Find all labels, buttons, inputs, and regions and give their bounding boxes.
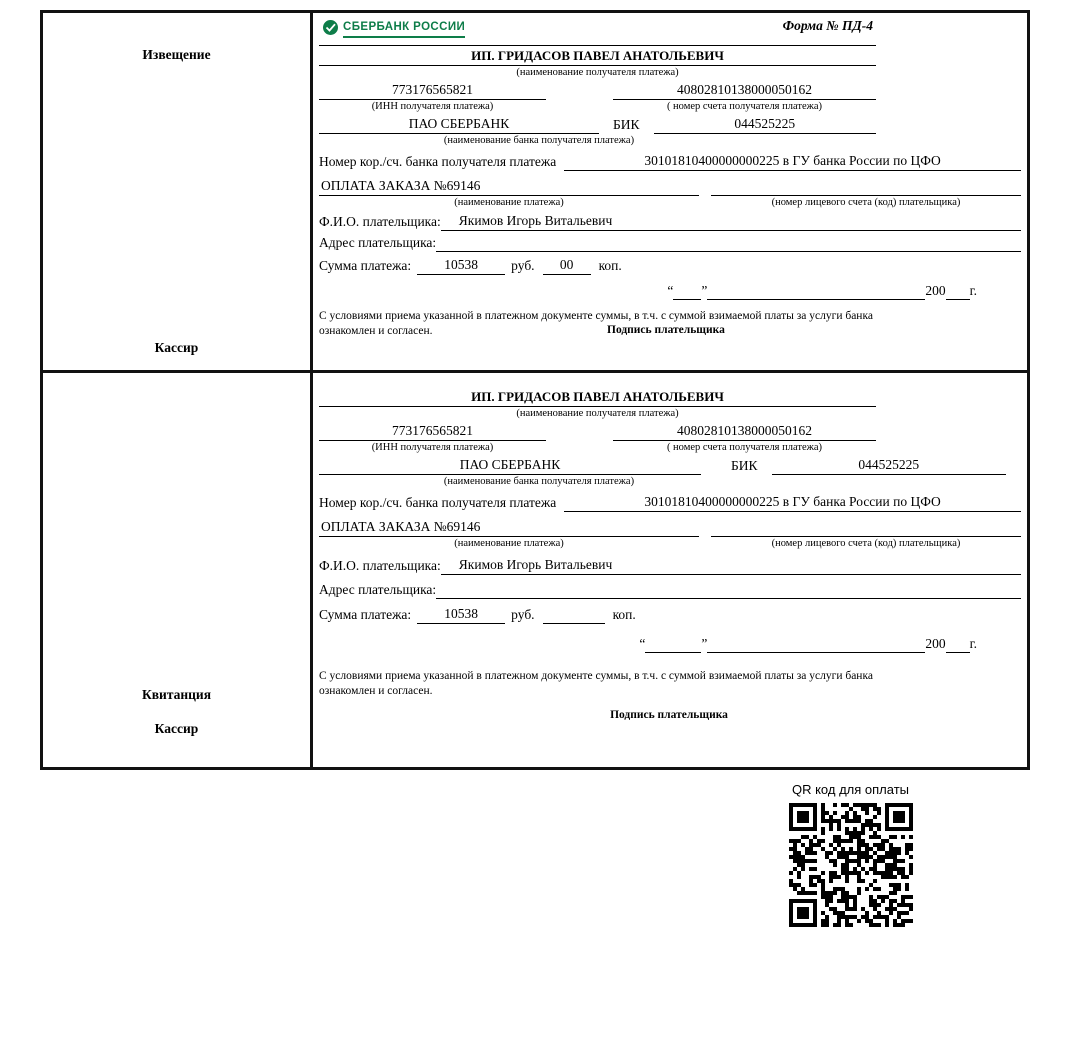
payer-name-value: Якимов Игорь Витальевич: [441, 213, 1021, 231]
account-field: [613, 423, 876, 455]
bank-name-value: ПАО СБЕРБАНК: [319, 457, 701, 475]
amount-kop-value: 00: [543, 257, 591, 275]
signature-row: [319, 706, 1019, 723]
date-line: [319, 283, 977, 300]
corr-account-label: Номер кор./сч. банка получателя платежа: [319, 153, 557, 169]
amount-label: Сумма платежа:: [319, 607, 412, 623]
payer-account-caption: (номер лицевого счета (код) плательщика): [771, 537, 961, 549]
payee-caption: (наименование получателя платежа): [516, 408, 679, 420]
corr-account-row: [319, 153, 1021, 171]
purpose-row: [319, 178, 1021, 196]
cashier-label: Кассир: [154, 721, 199, 736]
payee-inn-value: 773176565821: [319, 82, 546, 100]
kop-label: коп.: [598, 258, 622, 274]
payer-address-value: [436, 598, 1021, 599]
inn-field: [319, 82, 546, 114]
corr-account-value: 30101810400000000225 в ГУ банка России по ЦФО: [564, 494, 1021, 512]
qr-label: QR код для оплаты: [791, 782, 909, 797]
close-quote: ”: [701, 635, 708, 651]
notice-left-bottom: [43, 340, 310, 356]
payer-name-value: Якимов Игорь Витальевич: [441, 557, 1021, 575]
year-blank-field: [946, 299, 970, 300]
year-blank-field: [946, 652, 970, 653]
payee-block: [319, 387, 876, 454]
rub-label: руб.: [511, 607, 535, 623]
bank-row: [319, 116, 876, 134]
open-quote: “: [639, 635, 646, 651]
payment-form-pd4: [40, 10, 1030, 770]
sberbank-logo: [323, 18, 465, 38]
payer-address-row: [319, 235, 1021, 252]
form-number: Форма № ПД-4: [782, 18, 873, 33]
month-blank-field: [707, 299, 925, 300]
payer-account-blank-field: [711, 178, 1021, 196]
rub-label: руб.: [511, 258, 535, 274]
notice-section: [43, 13, 1027, 370]
bik-value: 044525225: [654, 116, 876, 134]
payee-name: ИП. ГРИДАСОВ ПАВЕЛ АНАТОЛЬЕВИЧ: [319, 45, 876, 66]
cashier-label: Кассир: [154, 340, 199, 355]
year-label: 200: [925, 282, 946, 298]
bank-caption: (наименование банка получателя платежа): [443, 135, 635, 147]
payer-account-blank-field: [711, 519, 1021, 537]
payment-purpose-value: ОПЛАТА ЗАКАЗА №69146: [319, 178, 699, 196]
receipt-section: [43, 370, 1027, 767]
purpose-row: [319, 519, 1021, 537]
bank-name-value: ПАО СБЕРБАНК: [319, 116, 599, 134]
notice-header: [319, 18, 1021, 45]
day-blank-field: [673, 299, 701, 300]
amount-kop-value: [543, 623, 605, 624]
notice-label: Извещение: [142, 47, 211, 62]
date-line: [319, 636, 977, 653]
inn-field: [319, 423, 546, 455]
purpose-captions: [319, 196, 1021, 210]
inn-account-row: [319, 82, 876, 114]
amount-rub-value: 10538: [417, 257, 505, 275]
purpose-captions: [319, 537, 1021, 551]
qr-block: [778, 782, 923, 932]
amount-label: Сумма платежа:: [319, 258, 412, 274]
payer-account-caption: (номер лицевого счета (код) плательщика): [771, 196, 961, 208]
notice-left-column: [43, 13, 313, 370]
payer-name-label: Ф.И.О. плательщика:: [319, 558, 441, 574]
qr-code: [789, 803, 913, 927]
year-suffix: г.: [969, 282, 977, 298]
kop-label: коп.: [612, 607, 636, 623]
payer-name-row: [319, 557, 1021, 575]
payer-name-label: Ф.И.О. плательщика:: [319, 214, 441, 230]
agreement-text: С условиями приема указанной в платежном документе суммы, в т.ч. с суммой взимаемой платы за услуги банка ознакомлен и согласен.: [319, 309, 873, 338]
year-suffix: г.: [969, 635, 977, 651]
purpose-caption: (наименование платежа): [454, 196, 564, 208]
bik-value: 044525225: [772, 457, 1006, 475]
month-blank-field: [707, 652, 925, 653]
close-quote: ”: [701, 282, 708, 298]
payee-account-value: 40802810138000050162: [613, 82, 876, 100]
corr-account-label: Номер кор./сч. банка получателя платежа: [319, 494, 557, 510]
payee-block: [319, 45, 876, 148]
agreement-block: [319, 669, 904, 700]
agreement-block: [319, 309, 904, 340]
amount-row: [319, 257, 1021, 275]
notice-body: [313, 13, 1027, 370]
sberbank-logo-text-box: [343, 18, 465, 38]
inn-caption: (ИНН получателя платежа): [371, 100, 494, 112]
day-blank-field: [645, 652, 701, 653]
inn-caption: (ИНН получателя платежа): [371, 441, 494, 453]
payer-address-label: Адрес плательщика:: [319, 582, 437, 598]
bik-label: БИК: [731, 458, 758, 474]
receipt-left-column: [43, 373, 313, 767]
amount-row: [319, 606, 1021, 624]
payee-caption: (наименование получателя платежа): [516, 67, 679, 79]
signature-label: Подпись плательщика: [610, 708, 728, 721]
agreement-text: С условиями приема указанной в платежном документе суммы, в т.ч. с суммой взимаемой платы за услуги банка ознакомлен и согласен.: [319, 669, 873, 698]
receipt-label: Квитанция: [141, 687, 212, 702]
amount-rub-value: 10538: [417, 606, 505, 624]
payee-account-value: 40802810138000050162: [613, 423, 876, 441]
purpose-caption: (наименование платежа): [454, 537, 564, 549]
inn-account-row: [319, 423, 876, 455]
bank-row: [319, 457, 1006, 475]
account-caption: ( номер счета получателя платежа): [666, 441, 823, 453]
account-field: [613, 82, 876, 114]
payer-address-row: [319, 582, 1021, 599]
signature-label: Подпись плательщика: [607, 324, 725, 337]
payer-name-row: [319, 213, 1021, 231]
bik-label: БИК: [613, 117, 640, 133]
sberbank-icon: [323, 20, 338, 35]
payer-address-value: [436, 251, 1021, 252]
corr-account-row: [319, 494, 1021, 512]
year-label: 200: [925, 635, 946, 651]
payment-purpose-value: ОПЛАТА ЗАКАЗА №69146: [319, 519, 699, 537]
sberbank-logo-text: СБЕРБАНК РОССИИ: [343, 21, 466, 33]
receipt-body: [313, 373, 1027, 767]
payer-address-label: Адрес плательщика:: [319, 235, 437, 251]
open-quote: “: [667, 282, 674, 298]
payee-name: ИП. ГРИДАСОВ ПАВЕЛ АНАТОЛЬЕВИЧ: [319, 387, 876, 407]
account-caption: ( номер счета получателя платежа): [666, 100, 823, 112]
bank-caption: (наименование банка получателя платежа): [443, 476, 635, 488]
receipt-left-bottom: [43, 687, 310, 737]
payee-inn-value: 773176565821: [319, 423, 546, 441]
corr-account-value: 30101810400000000225 в ГУ банка России по ЦФО: [564, 153, 1021, 171]
